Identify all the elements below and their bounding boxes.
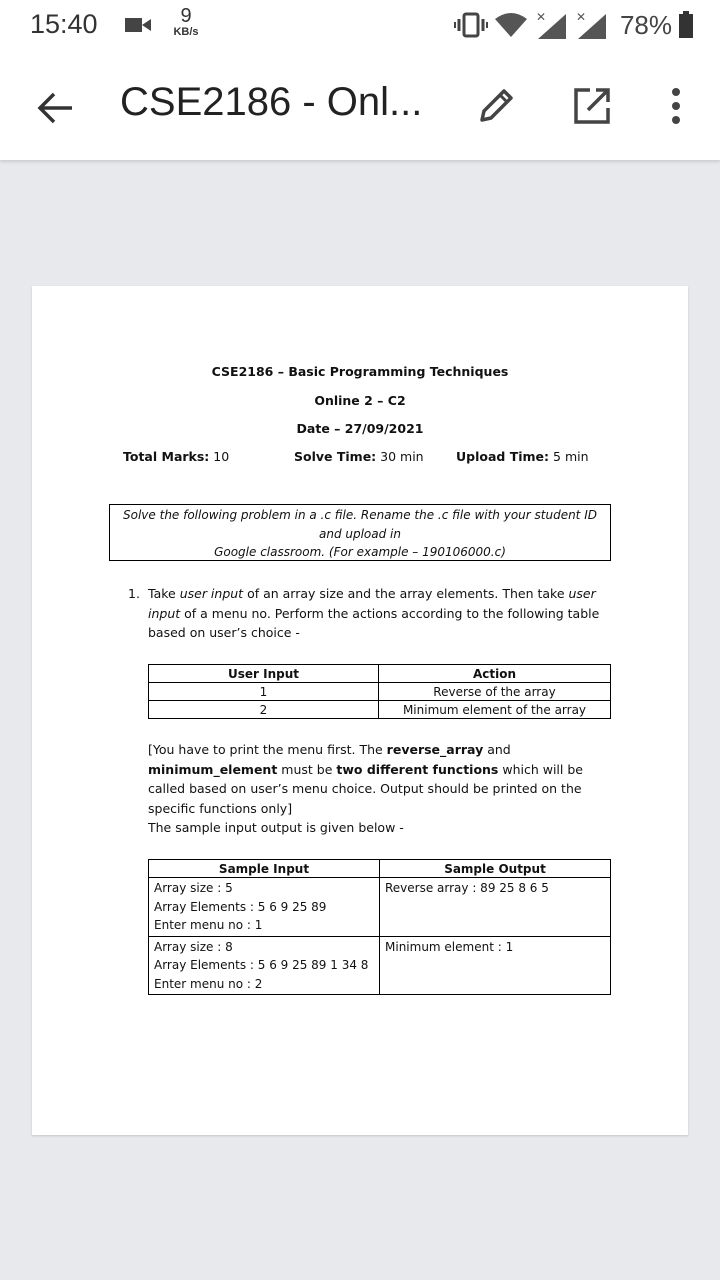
sample-intro: The sample input output is given below - [148, 820, 404, 835]
sample-input-line: Enter menu no : 1 [154, 918, 263, 932]
menu-table-header-cell: User Input [149, 665, 379, 683]
signal-no-service-icon-2 [574, 10, 608, 40]
question-part-2: of an array size and the array elements. Then take [243, 586, 569, 601]
pencil-edit-icon[interactable] [474, 84, 518, 128]
question-text [148, 584, 618, 643]
solve-time [294, 449, 424, 464]
note-bold-1: reverse_array [386, 742, 484, 757]
sample-input-line: Array size : 5 [154, 881, 233, 895]
question-emphasis-2: user input [148, 586, 596, 621]
note-part-4: which will be called based on user’s menu choice. Output should be printed on the specific functions only] [148, 761, 583, 816]
menu-table-header [149, 665, 611, 683]
solve-time-label: Solve Time: [294, 449, 377, 464]
upload-time-value: 5 min [553, 449, 589, 464]
wifi-icon [494, 12, 528, 38]
battery-percent: 78% [619, 9, 672, 40]
document-page[interactable] [32, 286, 688, 1135]
exam-name: Online 2 – C2 [314, 393, 406, 408]
question-emphasis-1: user input [179, 586, 244, 601]
sample-io-table [148, 859, 611, 995]
note-bold-3: two different functions [336, 761, 499, 777]
table-row [149, 701, 611, 719]
vibrate-icon [454, 11, 488, 39]
sample-input-line: Array Elements : 5 6 9 25 89 1 34 8 [154, 958, 369, 972]
solve-time-value: 30 min [380, 449, 424, 464]
note-bold-2: minimum_element [148, 761, 278, 777]
question-part-1: Take [148, 586, 180, 601]
svg-text:✕: ✕ [575, 10, 587, 24]
menu-table [148, 664, 611, 719]
network-speed-unit: KB/s [173, 26, 199, 38]
table-cell: 1 [149, 683, 379, 701]
table-cell: Minimum element of the array [379, 701, 611, 719]
sample-input-line: Array Elements : 5 6 9 25 89 [154, 899, 327, 914]
note-part-3: must be [277, 761, 337, 777]
instruction-line-2: and upload in [318, 526, 401, 541]
note-paragraph [148, 740, 618, 818]
sample-table-header-cell: Sample Input [149, 860, 380, 878]
total-marks [123, 449, 229, 464]
video-camera-icon [124, 16, 152, 34]
document-title: CSE2186 - Onl... [120, 80, 423, 124]
signal-no-service-icon [534, 10, 568, 40]
sample-output-cell: Minimum element : 1 [380, 936, 611, 995]
upload-time [456, 449, 589, 464]
status-time: 15:40 [30, 9, 98, 39]
battery-icon [678, 11, 694, 39]
sample-output-cell: Reverse array : 89 25 8 6 5 [380, 878, 611, 937]
network-speed-value: 9 [180, 5, 192, 27]
sample-input-cell [149, 936, 380, 995]
question-part-3: of a menu no. Perform the actions according to the following table based on user’s choice - [148, 605, 600, 640]
instruction-box [109, 504, 611, 561]
back-arrow-icon[interactable] [34, 86, 78, 130]
upload-time-label: Upload Time: [456, 449, 550, 464]
instruction-line-3: Google classroom. (For example – 190106000.c) [214, 545, 506, 559]
table-row [149, 936, 611, 995]
status-icons [454, 8, 694, 42]
app-bar [0, 52, 720, 160]
exam-date: Date – 27/09/2021 [296, 421, 424, 436]
table-cell: Reverse of the array [379, 683, 611, 701]
sample-table-header-cell: Sample Output [380, 860, 611, 878]
sample-input-line: Array size : 8 [154, 939, 233, 954]
instruction-line-1: Solve the following problem in a .c file. Rename the .c file with your student ID [123, 508, 597, 522]
menu-table-header-cell: Action [379, 665, 611, 683]
sample-input-line: Enter menu no : 2 [154, 976, 263, 991]
note-part-2: and [483, 742, 511, 757]
network-speed [166, 6, 206, 39]
open-external-icon[interactable] [570, 84, 614, 128]
svg-text:✕: ✕ [535, 10, 547, 24]
status-bar [0, 0, 720, 52]
note-part-1: [You have to print the menu first. The [148, 742, 387, 757]
course-title: CSE2186 – Basic Programming Techniques [211, 364, 509, 379]
table-row [149, 683, 611, 701]
sample-input-cell [149, 878, 380, 937]
total-marks-label: Total Marks: [123, 449, 210, 464]
total-marks-value: 10 [213, 449, 230, 464]
sample-table-header [149, 860, 611, 878]
table-cell: 2 [149, 701, 379, 719]
table-row [149, 878, 611, 937]
question-number: 1. [128, 586, 140, 601]
document-content [32, 286, 688, 1135]
more-options-icon[interactable] [656, 84, 696, 128]
